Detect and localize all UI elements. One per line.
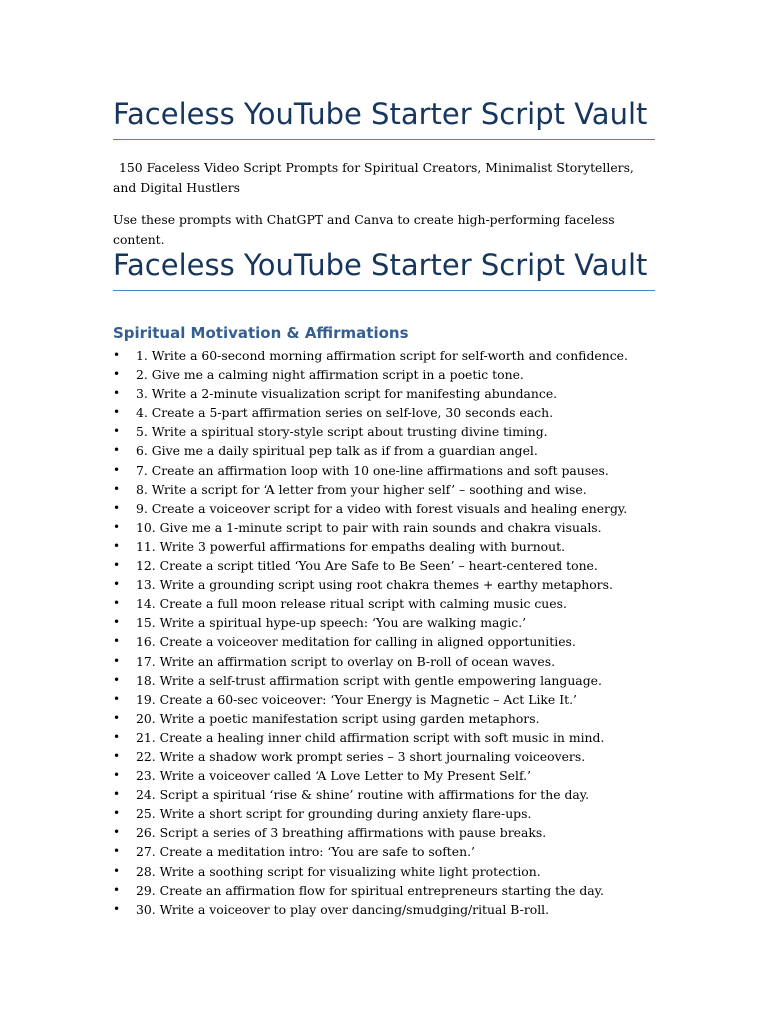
list-item [113,690,673,709]
list-item [113,441,673,460]
bullet-icon: • [113,462,121,477]
list-item-text: 16. Create a voiceover meditation for calling in aligned opportunities. [136,634,576,650]
list-item-text: 8. Write a script for ‘A letter from your higher self’ – soothing and wise. [136,481,587,497]
list-item [113,709,673,728]
bullet-icon: • [113,882,121,897]
list-item [113,556,673,575]
bullet-icon: • [113,825,121,840]
list-item [113,613,673,632]
list-item-text: 2. Give me a calming night affirmation script in a poetic tone. [136,367,524,383]
list-item [113,842,673,861]
bullet-icon: • [113,443,121,458]
bullet-icon: • [113,405,121,420]
list-item-text: 11. Write 3 powerful affirmations for empaths dealing with burnout. [136,538,566,554]
list-item-text: 29. Create an affirmation flow for spiritual entrepreneurs starting the day. [136,882,604,898]
bullet-icon: • [113,596,121,611]
bullet-icon: • [113,901,121,916]
list-item-text: 3. Write a 2-minute visualization script for manifesting abundance. [136,386,558,402]
bullet-icon: • [113,558,121,573]
list-item [113,403,673,422]
bullet-icon: • [113,787,121,802]
bullet-icon: • [113,615,121,630]
bullet-icon: • [113,500,121,515]
list-item-text: 24. Script a spiritual ‘rise & shine’ routine with affirmations for the day. [136,787,590,803]
list-item [113,461,673,480]
list-item [113,632,673,651]
list-item-text: 17. Write an affirmation script to overlay on B-roll of ocean waves. [136,653,556,669]
bullet-icon: • [113,634,121,649]
list-item [113,881,673,900]
list-item-text: 19. Create a 60-sec voiceover: ‘Your Energy is Magnetic – Act Like It.’ [136,691,577,707]
list-item [113,518,673,537]
bullet-icon: • [113,768,121,783]
list-item-text: 22. Write a shadow work prompt series – 3 short journaling voiceovers. [136,748,586,764]
bullet-icon: • [113,519,121,534]
list-item-text: 13. Write a grounding script using root chakra themes + earthy metaphors. [136,577,613,593]
list-item [113,652,673,671]
list-item-text: 25. Write a short script for grounding during anxiety flare-ups. [136,806,532,822]
bullet-icon: • [113,424,121,439]
bullet-icon: • [113,672,121,687]
list-item-text: 10. Give me a 1-minute script to pair with rain sounds and chakra visuals. [136,519,602,535]
list-item [113,804,673,823]
list-item [113,900,673,919]
list-item [113,766,673,785]
list-item-text: 18. Write a self-trust affirmation script with gentle empowering language. [136,672,602,688]
list-item-text: 12. Create a script titled ‘You Are Safe to Be Seen’ – heart-centered tone. [136,558,598,574]
list-item [113,728,673,747]
list-item [113,594,673,613]
list-item-text: 14. Create a full moon release ritual script with calming music cues. [136,596,567,612]
intro-text: Use these prompts with ChatGPT and Canva to create high-performing faceless content. [113,212,615,247]
subtitle-text: 150 Faceless Video Script Prompts for Spiritual Creators, Minimalist Storytellers, and Digital Hustlers [113,160,634,195]
list-item [113,823,673,842]
list-item-text: 27. Create a meditation intro: ‘You are safe to soften.’ [136,844,475,860]
list-item [113,747,673,766]
bullet-icon: • [113,710,121,725]
list-item [113,346,673,365]
bullet-icon: • [113,748,121,763]
bullet-icon: • [113,367,121,382]
list-item [113,537,673,556]
list-item [113,671,673,690]
list-item [113,480,673,499]
bullet-icon: • [113,691,121,706]
list-item-text: 9. Create a voiceover script for a video with forest visuals and healing energy. [136,500,628,516]
list-item-text: 20. Write a poetic manifestation script using garden metaphors. [136,710,540,726]
list-item-text: 26. Script a series of 3 breathing affirmations with pause breaks. [136,825,547,841]
document-title-repeat: Faceless YouTube Starter Script Vault [113,248,648,282]
list-item-text: 6. Give me a daily spiritual pep talk as if from a guardian angel. [136,443,538,459]
bullet-icon: • [113,806,121,821]
list-item-text: 7. Create an affirmation loop with 10 one-line affirmations and soft pauses. [136,462,609,478]
bullet-icon: • [113,863,121,878]
document-title: Faceless YouTube Starter Script Vault [113,97,648,131]
bullet-icon: • [113,577,121,592]
bullet-icon: • [113,481,121,496]
section-heading: Spiritual Motivation & Affirmations [113,324,409,342]
bullet-icon: • [113,844,121,859]
list-item [113,785,673,804]
list-item [113,499,673,518]
prompt-list [113,346,673,919]
list-item [113,365,673,384]
list-item [113,575,673,594]
title-repeat-underline [113,290,655,291]
bullet-icon: • [113,653,121,668]
list-item-text: 30. Write a voiceover to play over dancing/smudging/ritual B-roll. [136,901,550,917]
bullet-icon: • [113,386,121,401]
list-item [113,384,673,403]
bullet-icon: • [113,729,121,744]
list-item-text: 21. Create a healing inner child affirmation script with soft music in mind. [136,729,605,745]
list-item-text: 15. Write a spiritual hype-up speech: ‘You are walking magic.’ [136,615,527,631]
list-item-text: 1. Write a 60-second morning affirmation script for self-worth and confidence. [136,348,628,363]
list-item-text: 23. Write a voiceover called ‘A Love Letter to My Present Self.’ [136,768,531,784]
list-item [113,862,673,881]
list-item-text: 28. Write a soothing script for visualizing white light protection. [136,863,541,879]
bullet-icon: • [113,538,121,553]
title-underline [113,139,655,140]
list-item-text: 4. Create a 5-part affirmation series on self-love, 30 seconds each. [136,405,554,421]
bullet-icon: • [113,348,121,362]
list-item-text: 5. Write a spiritual story-style script about trusting divine timing. [136,424,548,440]
list-item [113,422,673,441]
